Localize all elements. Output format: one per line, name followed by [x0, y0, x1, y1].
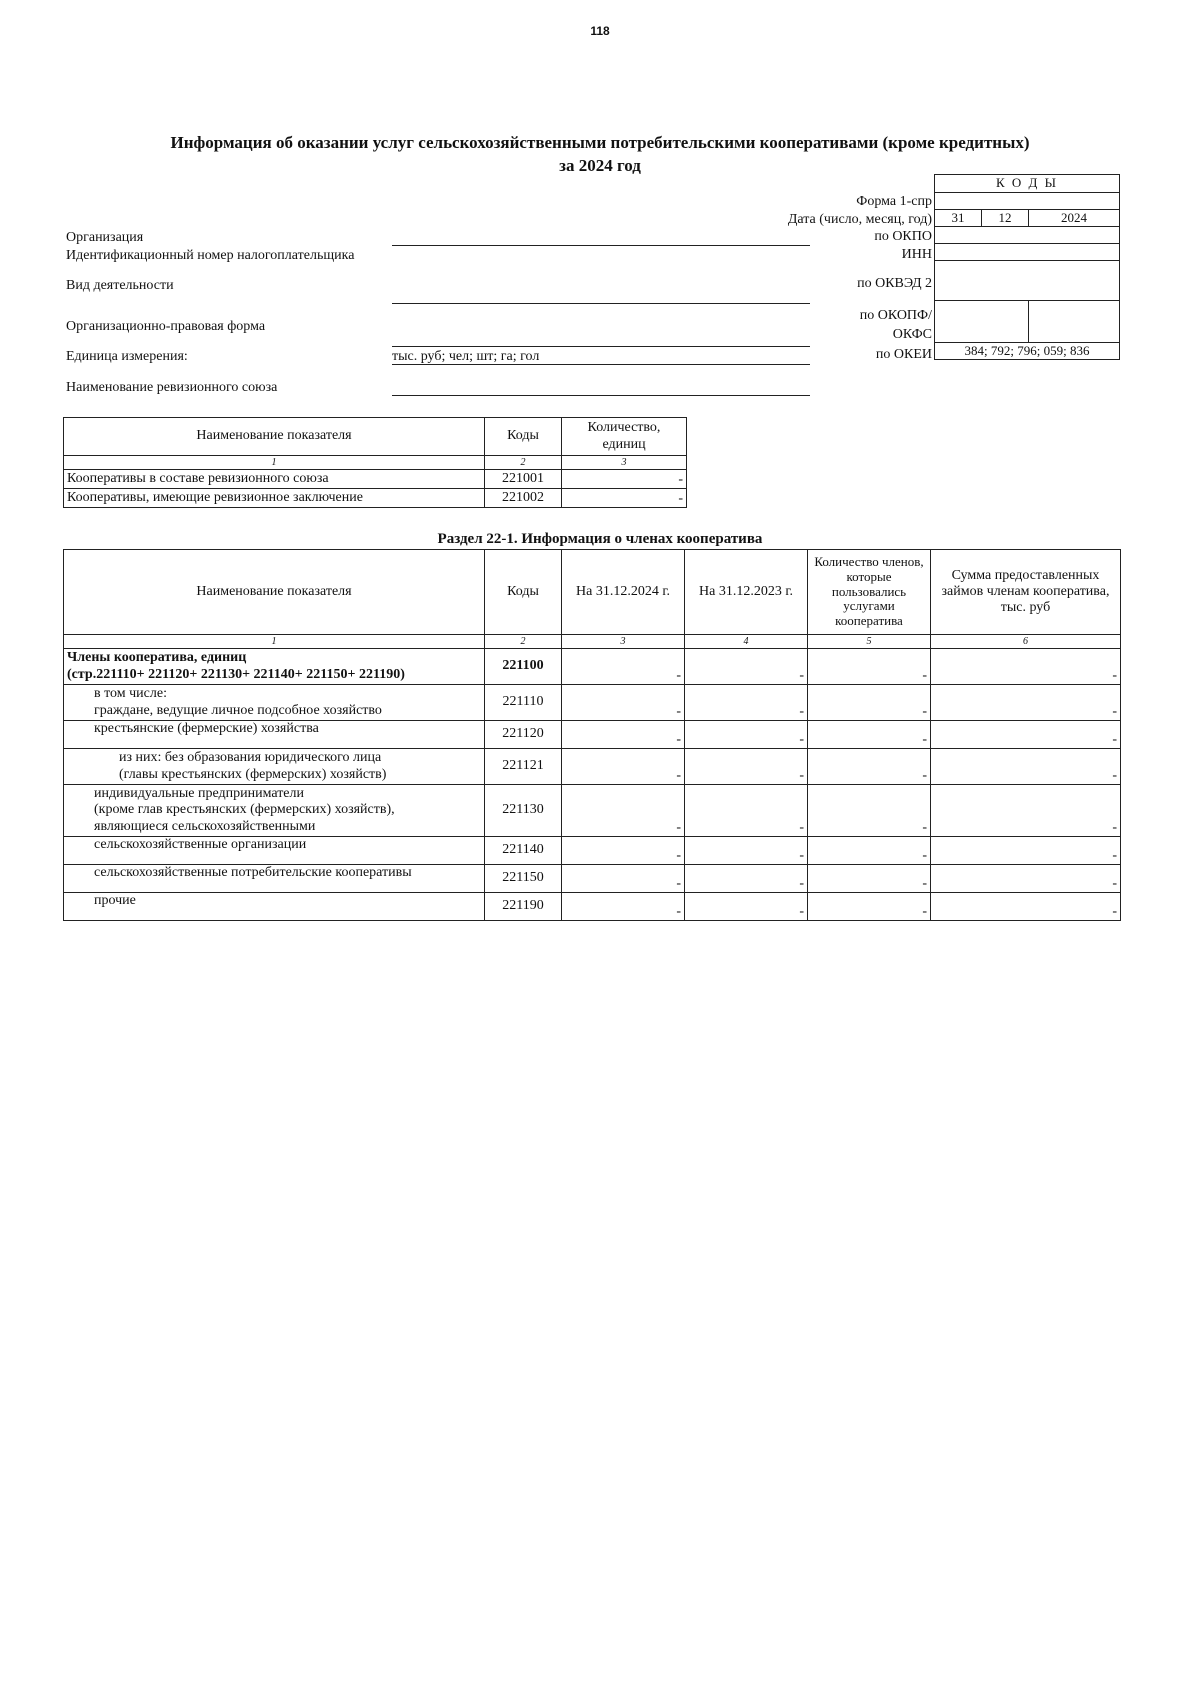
t2-row-code: 221100 [485, 649, 562, 685]
report-title: Информация об оказании услуг сельскохозяйственными потребительскими кооперативами (кроме кредитных) [170, 133, 1030, 152]
t2-row-v2[interactable]: - [685, 721, 808, 749]
t2-row-v3[interactable]: - [808, 721, 931, 749]
okpo-label: по ОКПО [874, 229, 932, 244]
t2-row-name: крестьянские (фермерские) хозяйства [64, 721, 485, 749]
forma-label: Форма 1-спр [856, 194, 932, 209]
okfs-label: ОКФС [892, 327, 932, 342]
t2-row-v4[interactable]: - [931, 649, 1121, 685]
t2-row-v3[interactable]: - [808, 649, 931, 685]
t2-row-v1[interactable]: - [562, 649, 685, 685]
t2-num-6: 6 [931, 635, 1121, 649]
codes-table [934, 174, 1120, 360]
union-input-line[interactable] [392, 395, 810, 396]
table-row [64, 749, 1121, 785]
t2-row-v2[interactable]: - [685, 749, 808, 785]
date-day: 31 [935, 210, 982, 227]
okved-label: по ОКВЭД 2 [857, 276, 932, 291]
okved-cell[interactable] [935, 261, 1120, 301]
inn-label: ИНН [901, 247, 932, 262]
t2-row-code: 221121 [485, 749, 562, 785]
t2-row-name-line2: (главы крестьянских (фермерских) хозяйств) [119, 766, 387, 782]
t1-row-name: Кооперативы, имеющие ревизионное заключение [64, 489, 485, 508]
date-month: 12 [982, 210, 1029, 227]
union-label: Наименование ревизионного союза [66, 380, 278, 395]
t2-row-name-line3: являющиеся сельскохозяйственными [94, 818, 316, 834]
t2-row-v4[interactable]: - [931, 721, 1121, 749]
t2-row-code: 221150 [485, 865, 562, 893]
date-year: 2024 [1029, 210, 1120, 227]
t2-row-name: сельскохозяйственные организации [64, 837, 485, 865]
activity-label: Вид деятельности [66, 278, 174, 293]
t2-header-loans: Сумма предоставленных займов членам кооператива, тыс. руб [931, 550, 1121, 635]
t2-num-2: 2 [485, 635, 562, 649]
t2-row-v1[interactable]: - [562, 685, 685, 721]
okfs-cell[interactable] [1029, 301, 1120, 343]
t2-header-2023: На 31.12.2023 г. [685, 550, 808, 635]
t2-row-v2[interactable]: - [685, 865, 808, 893]
org-input-line[interactable] [392, 245, 810, 246]
t2-row-v3[interactable]: - [808, 837, 931, 865]
t1-num-3: 3 [562, 456, 687, 470]
t2-num-1: 1 [64, 635, 485, 649]
t1-row-value[interactable]: - [562, 489, 687, 508]
t2-row-name [64, 749, 485, 785]
t2-row-code: 221190 [485, 893, 562, 921]
t2-row-v1[interactable]: - [562, 837, 685, 865]
t2-row-v2[interactable]: - [685, 837, 808, 865]
table-row [64, 865, 1121, 893]
inn-cell[interactable] [935, 244, 1120, 261]
t2-row-name-line1: Члены кооператива, единиц [67, 650, 247, 666]
t2-row-v4[interactable]: - [931, 893, 1121, 921]
t2-num-3: 3 [562, 635, 685, 649]
section-title: Раздел 22-1. Информация о членах кооператива [437, 531, 763, 547]
t1-header-code: Коды [485, 418, 562, 456]
table-row [64, 489, 687, 508]
report-period: за 2024 год [559, 156, 641, 175]
t2-row-code: 221110 [485, 685, 562, 721]
t2-row-v1[interactable]: - [562, 785, 685, 837]
t2-num-5: 5 [808, 635, 931, 649]
t2-row-v4[interactable]: - [931, 837, 1121, 865]
t1-num-1: 1 [64, 456, 485, 470]
t1-row-code: 221001 [485, 470, 562, 489]
inn-label-left: Идентификационный номер налогоплательщика [66, 248, 355, 263]
okopf-cell[interactable] [935, 301, 1029, 343]
page-number: 118 [590, 24, 610, 38]
table-row [64, 470, 687, 489]
t2-row-code: 221120 [485, 721, 562, 749]
t2-row-name [64, 685, 485, 721]
t2-row-name [64, 649, 485, 685]
okei-value: 384; 792; 796; 059; 836 [935, 343, 1120, 360]
t2-row-v3[interactable]: - [808, 749, 931, 785]
t2-row-v2[interactable]: - [685, 685, 808, 721]
table-row [64, 721, 1121, 749]
legal-form-label: Организационно-правовая форма [66, 319, 266, 334]
t1-row-name: Кооперативы в составе ревизионного союза [64, 470, 485, 489]
codes-header: К О Д Ы [935, 175, 1120, 193]
revision-union-table [63, 417, 687, 508]
unit-line [392, 364, 810, 365]
activity-input-line[interactable] [392, 303, 810, 304]
okopf-label: по ОКОПФ/ [859, 308, 932, 323]
members-table [63, 549, 1121, 921]
table-row [64, 685, 1121, 721]
t2-row-v4[interactable]: - [931, 685, 1121, 721]
t2-row-name-line2: (кроме глав крестьянских (фермерских) хозяйств), [94, 802, 395, 818]
t2-row-name-line1: из них: без образования юридического лица [119, 750, 382, 766]
t2-row-v1[interactable]: - [562, 749, 685, 785]
t1-row-code: 221002 [485, 489, 562, 508]
t2-row-name: прочие [64, 893, 485, 921]
table-row [64, 649, 1121, 685]
t2-header-code: Коды [485, 550, 562, 635]
okpo-cell[interactable] [935, 227, 1120, 244]
t2-row-v3[interactable]: - [808, 893, 931, 921]
t2-row-v1[interactable]: - [562, 865, 685, 893]
t2-row-v1[interactable]: - [562, 721, 685, 749]
t2-header-users: Количество членов, которые пользовались услугами кооператива [808, 550, 931, 635]
t2-header-2024: На 31.12.2024 г. [562, 550, 685, 635]
t2-row-code: 221140 [485, 837, 562, 865]
t2-row-name-line2: (стр.221110+ 221120+ 221130+ 221140+ 221150+ 221190) [67, 666, 405, 682]
t2-num-4: 4 [685, 635, 808, 649]
t1-header-name: Наименование показателя [64, 418, 485, 456]
t2-row-name-line2: граждане, ведущие личное подсобное хозяйство [94, 702, 382, 718]
t2-row-code: 221130 [485, 785, 562, 837]
table-row [64, 893, 1121, 921]
table-row [64, 785, 1121, 837]
legal-form-input-line[interactable] [392, 346, 810, 347]
t2-row-v3[interactable]: - [808, 865, 931, 893]
t2-row-v4[interactable]: - [931, 749, 1121, 785]
org-label: Организация [66, 230, 144, 245]
t1-row-value[interactable]: - [562, 470, 687, 489]
forma-code-cell[interactable] [935, 193, 1120, 210]
t2-row-v3[interactable]: - [808, 685, 931, 721]
unit-value: тыс. руб; чел; шт; га; гол [392, 349, 540, 364]
t2-row-name-line1: индивидуальные предприниматели [94, 786, 304, 802]
t2-row-v2[interactable]: - [685, 893, 808, 921]
t2-row-v4[interactable]: - [931, 785, 1121, 837]
t2-row-name: сельскохозяйственные потребительские кооперативы [64, 865, 485, 893]
date-label: Дата (число, месяц, год) [787, 212, 932, 227]
t2-header-name: Наименование показателя [64, 550, 485, 635]
t2-row-v2[interactable]: - [685, 649, 808, 685]
t2-row-v3[interactable]: - [808, 785, 931, 837]
t2-row-name [64, 785, 485, 837]
t2-row-v2[interactable]: - [685, 785, 808, 837]
t2-row-v1[interactable]: - [562, 893, 685, 921]
t1-num-2: 2 [485, 456, 562, 470]
t1-header-qty: Количество, единиц [562, 418, 687, 456]
t2-row-v4[interactable]: - [931, 865, 1121, 893]
table-row [64, 837, 1121, 865]
okei-label: по ОКЕИ [875, 347, 932, 362]
t2-row-name-line1: в том числе: [94, 686, 167, 702]
unit-label: Единица измерения: [66, 349, 188, 364]
